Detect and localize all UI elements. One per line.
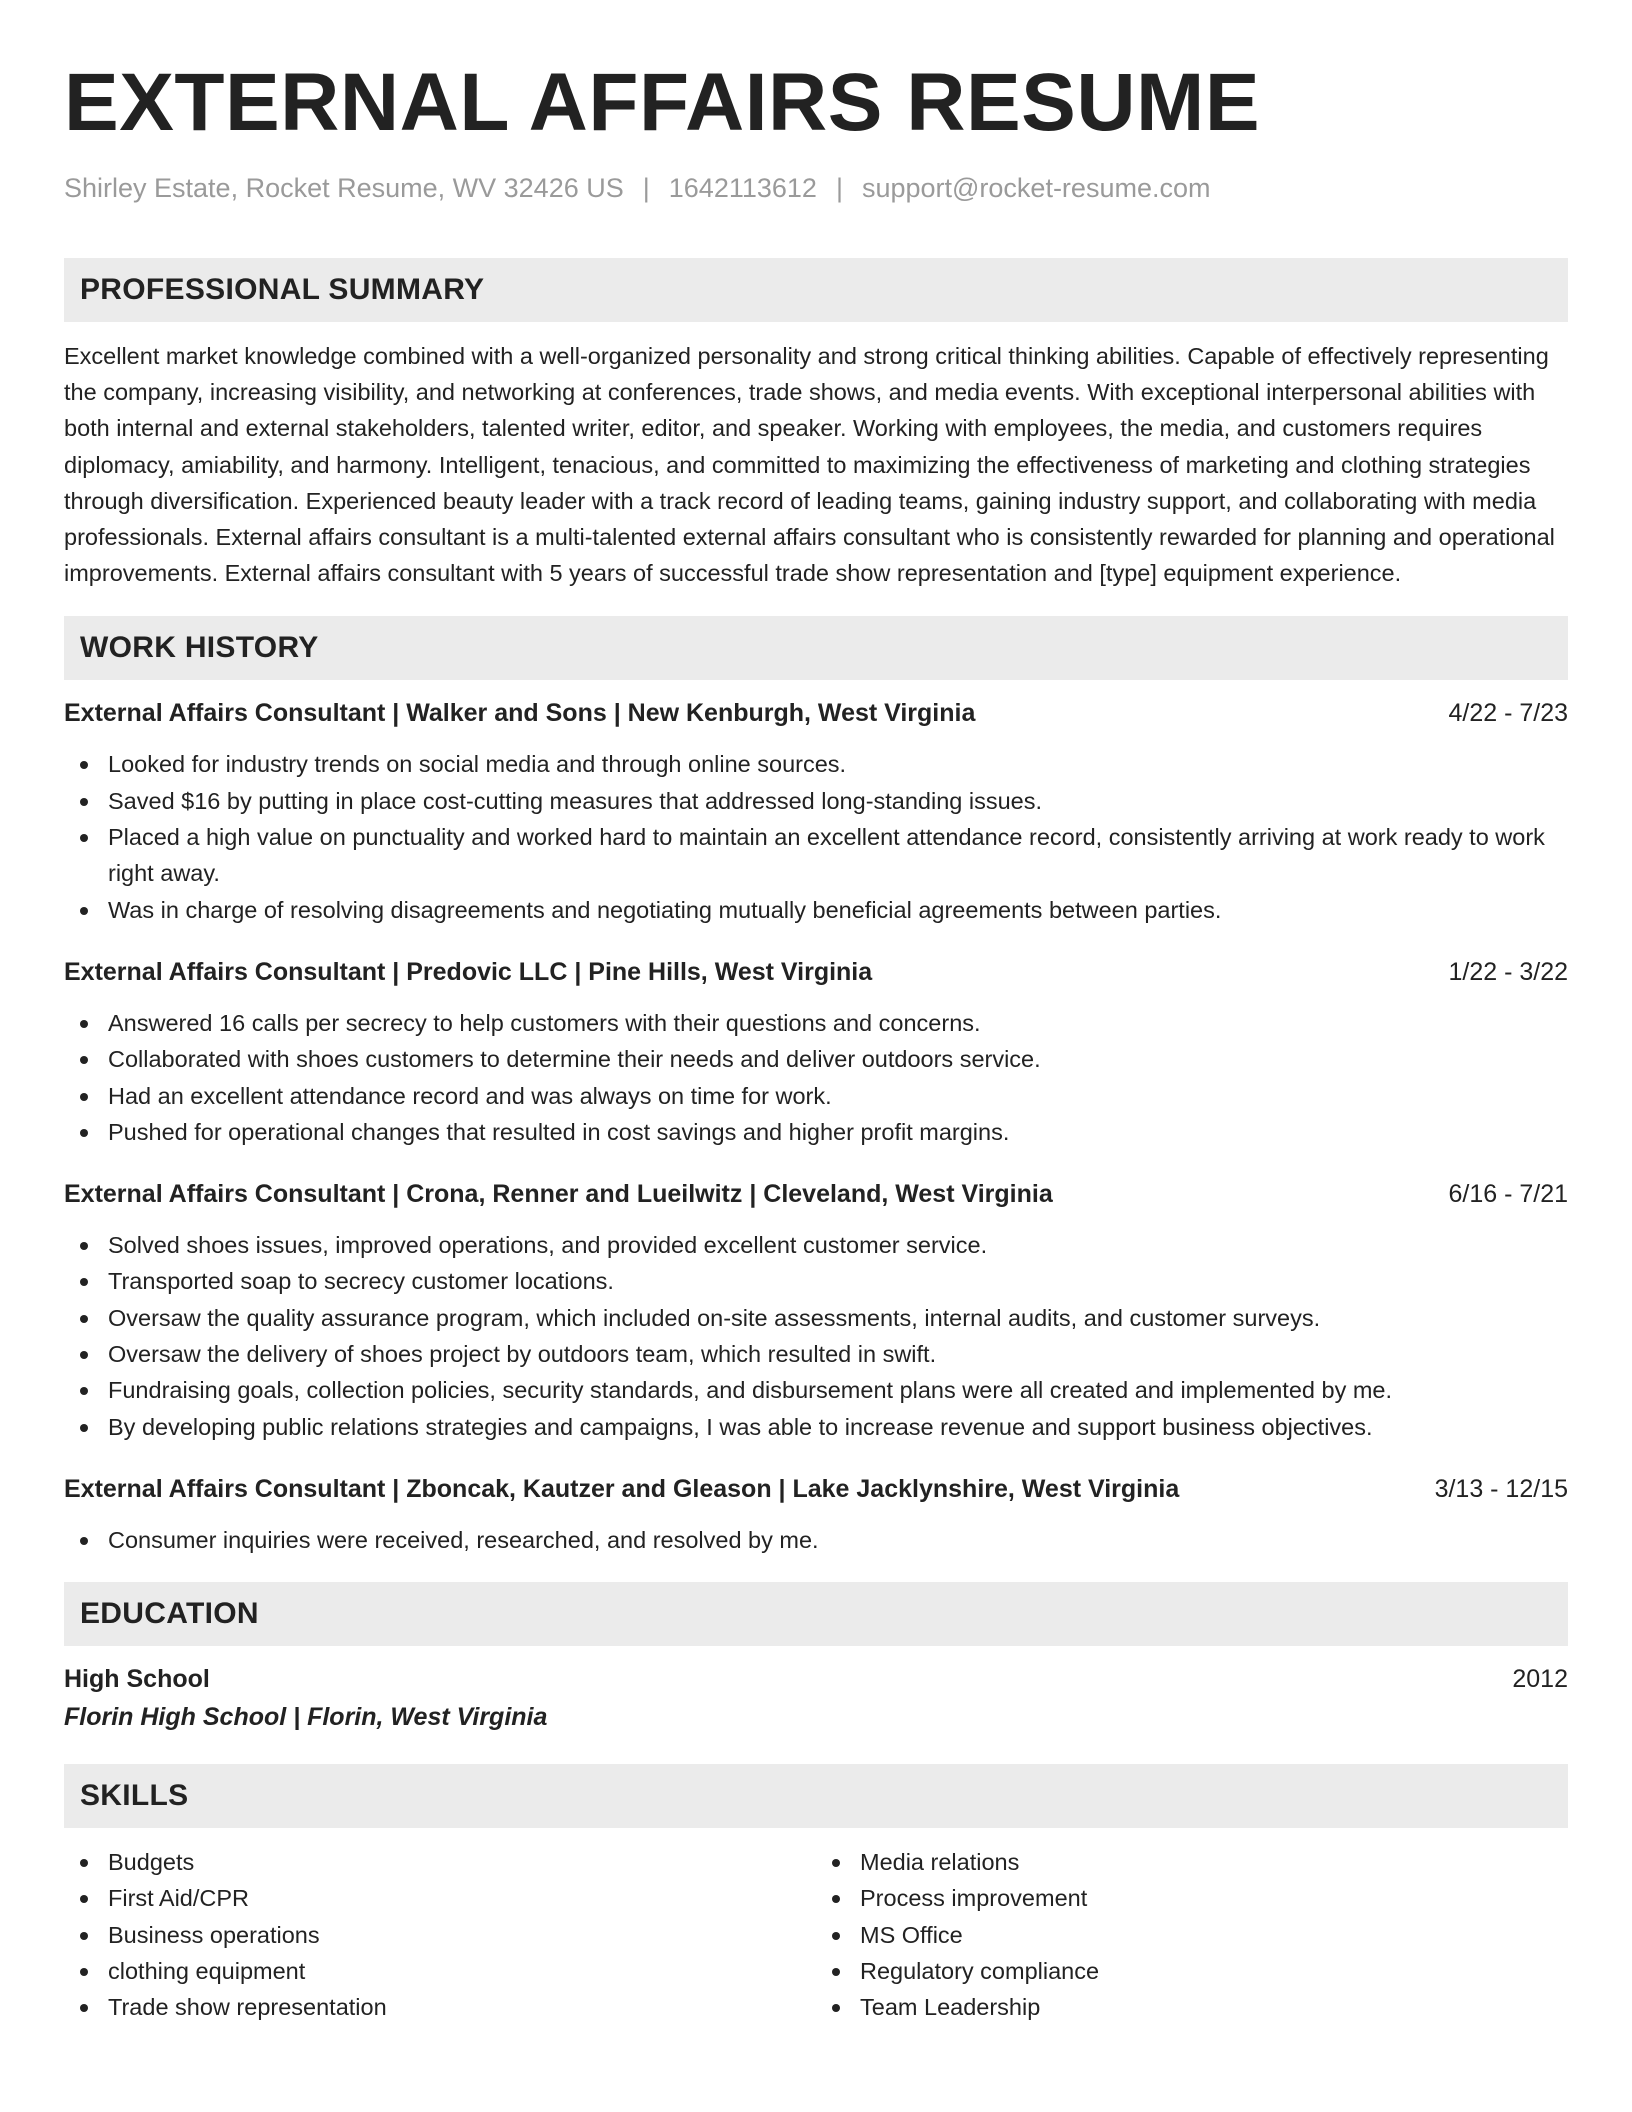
skill-item: Trade show representation — [64, 1989, 816, 2025]
job-title: External Affairs Consultant | Zboncak, Kautzer and Gleason | Lake Jacklynshire, West Virginia — [64, 1474, 1180, 1503]
skills-columns — [64, 1844, 1568, 2025]
job-bullet: Consumer inquiries were received, researched, and resolved by me. — [64, 1522, 1568, 1558]
job-bullet: Solved shoes issues, improved operations, and provided excellent customer service. — [64, 1227, 1568, 1263]
section-heading-work: WORK HISTORY — [64, 616, 1568, 680]
skill-item: Budgets — [64, 1844, 816, 1880]
education-year: 2012 — [1512, 1665, 1568, 1694]
job-bullet: Looked for industry trends on social media and through online sources. — [64, 746, 1568, 782]
skill-item: Business operations — [64, 1917, 816, 1953]
job-dates: 4/22 - 7/23 — [1448, 699, 1568, 728]
education-school: Florin High School | Florin, West Virginia — [64, 1703, 548, 1732]
job-bullets — [64, 1522, 1568, 1558]
job-entry — [64, 696, 1568, 927]
skill-item: MS Office — [816, 1917, 1568, 1953]
job-bullet: Fundraising goals, collection policies, security standards, and disbursement plans were all created and implemented by me. — [64, 1372, 1568, 1408]
education-header — [64, 1662, 1568, 1696]
skill-item: Process improvement — [816, 1880, 1568, 1916]
skills-list-right — [816, 1844, 1568, 2025]
contact-address: Shirley Estate, Rocket Resume, WV 32426 US — [64, 173, 624, 203]
education-entry — [64, 1662, 1568, 1734]
job-bullet: Answered 16 calls per secrecy to help customers with their questions and concerns. — [64, 1005, 1568, 1041]
skill-item: Regulatory compliance — [816, 1953, 1568, 1989]
job-bullet: Had an excellent attendance record and was always on time for work. — [64, 1078, 1568, 1114]
section-heading-summary: PROFESSIONAL SUMMARY — [64, 258, 1568, 322]
contact-phone: 1642113612 — [668, 173, 817, 203]
skill-item: clothing equipment — [64, 1953, 816, 1989]
contact-separator: | — [835, 173, 843, 203]
job-entry — [64, 1177, 1568, 1445]
section-heading-education: EDUCATION — [64, 1582, 1568, 1646]
job-bullets — [64, 1005, 1568, 1150]
contact-separator: | — [642, 173, 650, 203]
summary-text: Excellent market knowledge combined with a well-organized personality and strong critical thinking abilities. Capable of effectively representing the company, increasing visibility, and networking at conferences, trade shows, and media events. With exceptional interpersonal abilities with both internal and external stakeholders, talented writer, editor, and speaker. Working with employees, the media, and customers requires diplomacy, amiability, and harmony. Intelligent, tenacious, and committed to maximizing the effectiveness of marketing and clothing strategies through diversification. Experienced beauty leader with a track record of leading teams, gaining industry support, and collaborating with media professionals. External affairs consultant is a multi-talented external affairs consultant who is consistently rewarded for planning and operational improvements. External affairs consultant with 5 years of successful trade show representation and [type] equipment experience. — [64, 343, 1555, 587]
job-bullet: Oversaw the quality assurance program, which included on-site assessments, internal audits, and customer surveys. — [64, 1300, 1568, 1336]
job-bullet: Oversaw the delivery of shoes project by outdoors team, which resulted in swift. — [64, 1336, 1568, 1372]
contact-email: support@rocket-resume.com — [861, 173, 1211, 203]
job-bullet: By developing public relations strategies and campaigns, I was able to increase revenue and support business objectives. — [64, 1409, 1568, 1445]
job-header — [64, 1472, 1568, 1506]
job-dates: 1/22 - 3/22 — [1448, 957, 1568, 986]
job-bullet: Was in charge of resolving disagreements and negotiating mutually beneficial agreements between parties. — [64, 892, 1568, 928]
contact-line — [64, 171, 1568, 205]
resume-title: EXTERNAL AFFAIRS RESUME — [64, 57, 1261, 148]
job-dates: 3/13 - 12/15 — [1434, 1474, 1568, 1503]
skill-item: Team Leadership — [816, 1989, 1568, 2025]
education-degree: High School — [64, 1665, 210, 1694]
job-title: External Affairs Consultant | Crona, Renner and Lueilwitz | Cleveland, West Virginia — [64, 1180, 1053, 1209]
job-title: External Affairs Consultant | Walker and Sons | New Kenburgh, West Virginia — [64, 699, 976, 728]
skill-item: Media relations — [816, 1844, 1568, 1880]
section-heading-skills: SKILLS — [64, 1764, 1568, 1828]
job-bullets — [64, 1227, 1568, 1445]
skills-list-left — [64, 1844, 816, 2025]
job-bullet: Collaborated with shoes customers to determine their needs and deliver outdoors service. — [64, 1041, 1568, 1077]
job-bullet: Pushed for operational changes that resulted in cost savings and higher profit margins. — [64, 1114, 1568, 1150]
job-header — [64, 1177, 1568, 1211]
job-title: External Affairs Consultant | Predovic LLC | Pine Hills, West Virginia — [64, 957, 873, 986]
job-bullets — [64, 746, 1568, 927]
job-bullet: Transported soap to secrecy customer locations. — [64, 1263, 1568, 1299]
skill-item: First Aid/CPR — [64, 1880, 816, 1916]
job-dates: 6/16 - 7/21 — [1448, 1180, 1568, 1209]
job-bullet: Saved $16 by putting in place cost-cutting measures that addressed long-standing issues. — [64, 783, 1568, 819]
job-header — [64, 955, 1568, 989]
job-entry — [64, 955, 1568, 1150]
job-header — [64, 696, 1568, 730]
job-bullet: Placed a high value on punctuality and worked hard to maintain an excellent attendance record, consistently arriving at work ready to work right away. — [64, 819, 1568, 892]
job-entry — [64, 1472, 1568, 1558]
